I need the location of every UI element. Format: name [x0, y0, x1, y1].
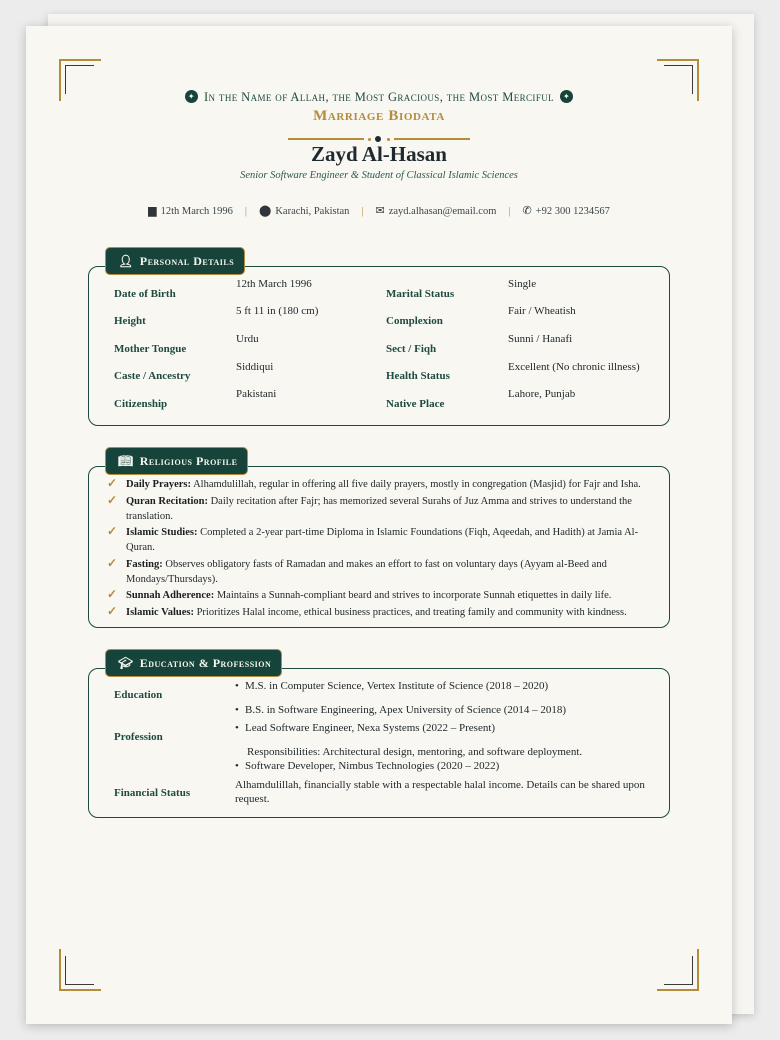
- corner-ornament: [59, 951, 99, 991]
- list-item: ✓ Islamic Values: Prioritizes Halal income, ethical business practices, and treating family and community with kindness.: [107, 603, 627, 618]
- list-item: ✓ Islamic Studies: Completed a 2-year part-time Diploma in Islamic Foundations (Fiqh, Aqeedah, and Hadith) at Jamia Al-Quran.: [107, 524, 639, 553]
- check-icon: ✓: [107, 524, 118, 538]
- list-item: ✓ Fasting: Observes obligatory fasts of Ramadan and makes an effort to fast on voluntary days (Ayyam al-Beed and Mondays/Thursdays).: [107, 555, 607, 585]
- compass-icon: ✦: [185, 90, 198, 103]
- label-caste: Caste / Ancestry: [114, 370, 191, 382]
- value-date-of-birth: 12th March 1996: [236, 278, 312, 290]
- label-health-status: Health Status: [386, 370, 450, 382]
- value-complexion: Fair / Wheatish: [508, 305, 576, 317]
- profession-item: • Software Developer, Nimbus Technologies (2020 – 2022): [235, 760, 500, 772]
- biodata-page: [26, 26, 732, 1024]
- check-icon: ✓: [107, 603, 118, 618]
- label-marital-status: Marital Status: [386, 288, 455, 300]
- map-pin-icon: ⬤: [259, 205, 272, 217]
- value-financial-status: Alhamdulillah, financially stable with a respectable halal income. Details can be shared upon request.: [235, 779, 645, 805]
- contact-email[interactable]: ✉ zayd.alhasan@email.com: [375, 205, 497, 217]
- personal-details-heading: 👤︎ Personal Details: [105, 247, 245, 275]
- corner-ornament: [659, 951, 699, 991]
- religious-list: [107, 477, 657, 621]
- user-icon: 👤︎: [118, 254, 134, 268]
- label-citizenship: Citizenship: [114, 398, 168, 410]
- envelope-icon: ✉: [375, 205, 385, 217]
- list-item: ✓ Quran Recitation: Daily recitation after Fajr; has memorized several Surahs of Juz Amma and strives to understand the translation.: [107, 492, 632, 522]
- religious-profile-card: [88, 454, 670, 628]
- check-icon: ✓: [107, 476, 118, 490]
- profession-responsibilities: Responsibilities: Architectural design, mentoring, and software deployment.: [247, 746, 583, 758]
- profession-item: • Lead Software Engineer, Nexa Systems (2022 – Present): [235, 722, 496, 734]
- education-item: • M.S. in Computer Science, Vertex Institute of Science (2018 – 2020): [235, 680, 549, 692]
- document-title: Marriage Biodata: [313, 108, 445, 124]
- list-item: ✓ Daily Prayers: Alhamdulillah, regular in offering all five daily prayers, mostly in congregation (Masjid) for Fajr and Isha.: [107, 476, 641, 490]
- value-native-place: Lahore, Punjab: [508, 388, 576, 400]
- label-native-place: Native Place: [386, 398, 445, 410]
- bismillah-line: [26, 90, 732, 105]
- label-sect: Sect / Fiqh: [386, 343, 437, 355]
- candidate-subtitle: Senior Software Engineer & Student of Classical Islamic Sciences: [240, 170, 518, 181]
- book-open-icon: 📖︎: [118, 454, 134, 468]
- value-marital-status: Single: [508, 278, 537, 290]
- check-icon: ✓: [107, 492, 118, 507]
- graduation-cap-icon: 🎓︎: [118, 656, 134, 670]
- education-profession-heading: 🎓︎ Education & Profession: [105, 649, 282, 677]
- list-item: ✓ Sunnah Adherence: Maintains a Sunnah-compliant beard and strives to incorporate Sunnah etiquettes in daily life.: [107, 587, 612, 601]
- contact-bar: ▆ 12th March 1996 | ⬤ Karachi, Pakistan | ✉ zayd.alhasan@email.com | ✆ +92 300 1234567: [148, 205, 610, 217]
- contact-dob: ▆ 12th March 1996: [148, 205, 233, 217]
- value-caste: Siddiqui: [236, 361, 274, 373]
- phone-icon: ✆: [522, 205, 532, 217]
- contact-location: ⬤ Karachi, Pakistan: [259, 205, 350, 217]
- label-complexion: Complexion: [386, 315, 443, 327]
- bismillah-text: In the Name of Allah, the Most Gracious, the Most Merciful: [203, 90, 555, 104]
- check-icon: ✓: [107, 555, 118, 570]
- calendar-icon: ▆: [148, 205, 157, 217]
- value-height: 5 ft 11 in (180 cm): [236, 305, 319, 317]
- value-citizenship: Pakistani: [236, 388, 277, 400]
- label-date-of-birth: Date of Birth: [114, 288, 176, 300]
- contact-phone[interactable]: ✆ +92 300 1234567: [522, 205, 610, 217]
- label-height: Height: [114, 315, 146, 327]
- check-icon: ✓: [107, 587, 118, 601]
- education-profession-card: [88, 656, 670, 818]
- label-education: Education: [114, 689, 163, 701]
- education-item: • B.S. in Software Engineering, Apex University of Science (2014 – 2018): [235, 704, 567, 716]
- label-financial-status: Financial Status: [114, 787, 191, 799]
- value-sect: Sunni / Hanafi: [508, 333, 573, 345]
- value-health-status: Excellent (No chronic illness): [508, 361, 640, 373]
- personal-details-card: [88, 254, 670, 426]
- label-profession: Profession: [114, 731, 163, 743]
- candidate-name: Zayd Al-Hasan: [311, 142, 447, 166]
- compass-icon: ✦: [560, 90, 573, 103]
- value-mother-tongue: Urdu: [236, 333, 259, 345]
- religious-profile-heading: 📖︎ Religious Profile: [105, 447, 248, 475]
- label-mother-tongue: Mother Tongue: [114, 343, 187, 355]
